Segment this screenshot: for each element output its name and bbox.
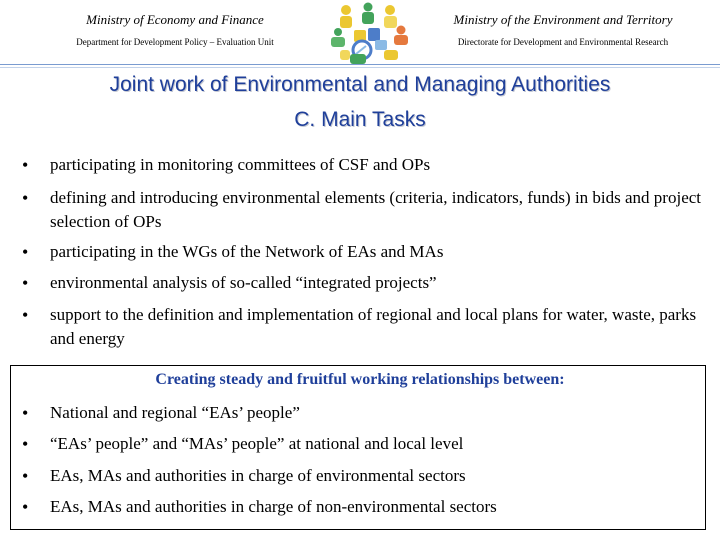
- bullet-icon: •: [22, 273, 29, 293]
- bullet-icon: •: [22, 242, 29, 262]
- task-text: participating in the WGs of the Network of EAs and MAs: [50, 242, 444, 261]
- left-department-name: Department for Development Policy – Evaluation Unit: [76, 37, 274, 47]
- list-item: [22, 303, 702, 351]
- bullet-icon: •: [22, 434, 29, 454]
- left-ministry-name: Ministry of Economy and Finance: [86, 12, 264, 27]
- list-item: [22, 401, 702, 425]
- relationships-title: Creating steady and fruitful working relationships between:: [155, 371, 565, 388]
- task-text: support to the definition and implementation of regional and local plans for water, waste, parks and energy: [50, 305, 697, 348]
- list-item: [22, 432, 702, 456]
- relationship-text: National and regional “EAs’ people”: [50, 403, 300, 422]
- list-item: [22, 464, 702, 488]
- header-left: [40, 12, 310, 48]
- header-divider: [0, 64, 720, 65]
- right-ministry-name: Ministry of the Environment and Territory: [453, 12, 673, 27]
- list-item: [22, 186, 702, 234]
- list-item: [22, 495, 702, 519]
- bullet-icon: •: [22, 305, 29, 325]
- relationship-text: “EAs’ people” and “MAs’ people” at national and local level: [50, 434, 464, 453]
- list-item: [22, 153, 702, 177]
- task-text: participating in monitoring committees of CSF and OPs: [50, 155, 431, 174]
- right-department-name: Directorate for Development and Environmental Research: [457, 37, 669, 47]
- bullet-icon: •: [22, 155, 29, 175]
- slide-title: Joint work of Environmental and Managing Authorities: [109, 73, 611, 96]
- task-text: environmental analysis of so-called “integrated projects”: [50, 273, 437, 292]
- bullet-icon: •: [22, 403, 29, 423]
- puzzle-people-logo-icon: [328, 2, 414, 68]
- list-item: [22, 240, 702, 264]
- header-right: [418, 12, 708, 48]
- bullet-icon: •: [22, 466, 29, 486]
- list-item: [22, 271, 702, 295]
- header-divider-shadow: [0, 67, 720, 68]
- bullet-icon: •: [22, 188, 29, 208]
- relationship-text: EAs, MAs and authorities in charge of non-environmental sectors: [50, 497, 497, 516]
- task-text: defining and introducing environmental elements (criteria, indicators, funds) in bids and project selection of OPs: [50, 188, 702, 231]
- slide-subtitle: C. Main Tasks: [294, 108, 426, 131]
- relationship-text: EAs, MAs and authorities in charge of environmental sectors: [50, 466, 466, 485]
- bullet-icon: •: [22, 497, 29, 517]
